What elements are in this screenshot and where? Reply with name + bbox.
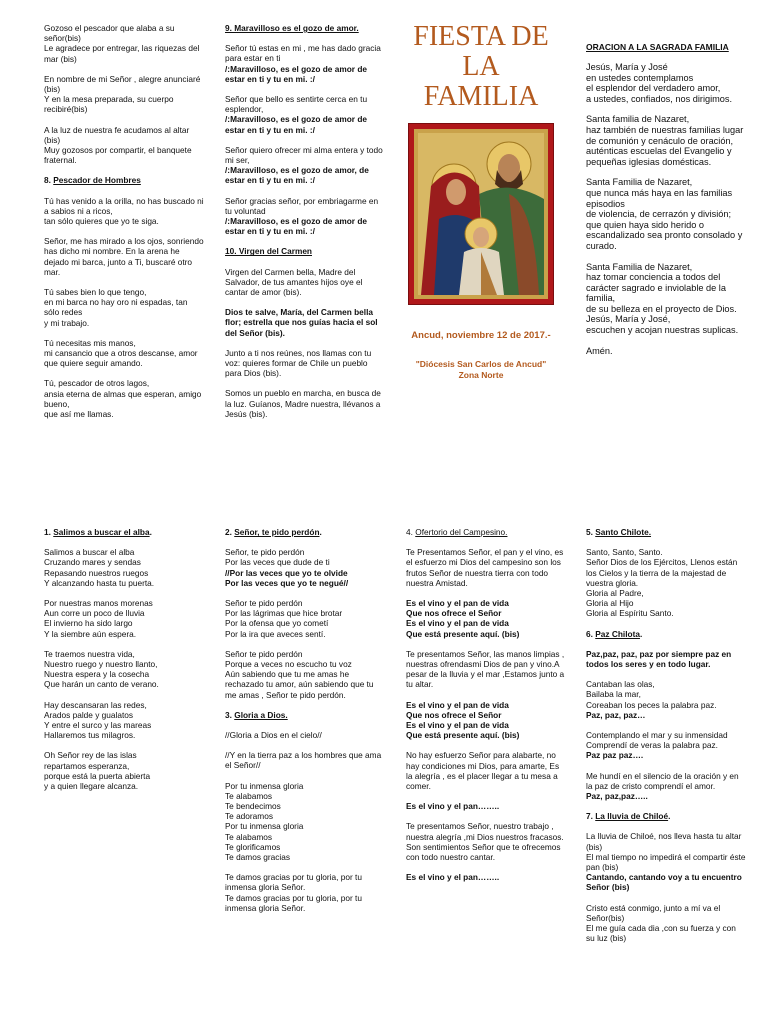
column-5 — [44, 527, 204, 801]
verse-line: Muy gozosos por compartir, el banquete fraternal. — [44, 145, 192, 166]
column-1 — [44, 23, 204, 429]
verse: Santo, Santo, Santo. Señor Dios de los Ejércitos, Llenos están los Cielos y la tierra de la majestad de vuestra gloria. Gloria al Padre, Gloria al Hijo Gloria al Espíritu Santo. — [586, 547, 738, 619]
diocese-label: "Diócesis San Carlos de Ancud" Zona Norte — [415, 359, 547, 380]
song-title-4: 4. Ofertorio del Campesino. — [406, 527, 508, 537]
song-title-10: 10. Virgen del Carmen — [225, 246, 312, 257]
column-7 — [406, 527, 566, 892]
verse: Te damos gracias por tu gloria, por tu inmensa gloria Señor. Te damos gracias por tu gloria, por tu inmensa gloria Señor. — [225, 872, 362, 913]
verse: Tú, pescador de otros lagos, ansia eterna de almas que esperan, amigo bueno, que así me llamas. — [44, 378, 202, 420]
song-title-8: 8. Pescador de Hombres — [44, 175, 141, 186]
verse: Junto a ti nos reúnes, nos llamas con tu voz: quieres formar de Chile un pueblo para Dios (bis). — [225, 347, 372, 379]
song-title-2: 2. Señor, te pido perdón. — [225, 527, 322, 537]
verse: Señor te pido perdón Por las lágrimas que hice brotar Por la ofensa que yo cometí Por la ira que aveces sentí. — [225, 598, 343, 639]
song-title-3: 3. Gloria a Dios. — [225, 709, 288, 720]
song-title-9: 9. Maravilloso es el gozo de amor. — [225, 23, 359, 33]
song-title-6: 6. Paz Chilota. — [586, 628, 643, 639]
verse: Te traemos nuestra vida, Nuestro ruego y nuestro llanto, Nuestra espera y la cosecha Que harán un canto de verano. — [44, 648, 159, 690]
verse: Tú has venido a la orilla, no has buscado ni a sabios ni a ricos, tan sólo quieres que yo te siga. — [44, 195, 204, 227]
song-title-5: 5. Santo Chilote. — [586, 527, 652, 537]
chorus: Es el vino y el pan de vida Que nos ofrece el Señor Es el vino y el pan de vida Que está presente aquí. (bis) — [406, 699, 520, 741]
prayer-stanza: Santa familia de Nazaret, haz también de nuestras familias lugar de comunión y cenáculo de oración, auténticas escuelas del Evangelio y pequeñas iglesias domésticas. — [586, 114, 744, 167]
chorus: Paz,paz, paz, paz por siempre paz en todos los seres y en todo lugar. — [586, 648, 732, 670]
verse-line: Y en la mesa preparada, su cuerpo recibiré(bis) — [44, 94, 174, 115]
verse: Salimos a buscar el alba Cruzando mares y sendas Repasando nuestros ruegos Y alcanzando hasta tu puerta. — [44, 547, 155, 588]
verse: Señor quiero ofrecer mi alma entera y todo mi ser, /:Maravilloso, es el gozo de amor, de estar en ti y tu en mi. :/ — [225, 144, 383, 186]
verse: Somos un pueblo en marcha, en busca de la luz. Guíanos, Madre nuestra, llévanos a Jesús (bis). — [225, 388, 381, 419]
verse: Contemplando el mar y su inmensidad Comprendí de veras la palabra paz. Paz paz paz…. — [586, 730, 728, 761]
verse: Tú sabes bien lo que tengo, en mi barca no hay oro ni espadas, tan sólo redes y mi trabajo. — [44, 287, 188, 328]
verse-line: Le agradece por entregar, las riquezas del mar (bis) — [44, 43, 200, 64]
verse: Señor que bello es sentirte cerca en tu esplendor, /:Maravilloso, es el gozo de amor de estar en ti y tu en mi. :/ — [225, 94, 368, 135]
verse: Me hundí en el silencio de la oración y en la paz de cristo comprendí el amor. Paz, paz,paz….. — [586, 770, 739, 802]
verse: La lluvia de Chiloé, nos lleva hasta tu altar (bis) El mal tiempo no impedirá el compartir éste pan (bis) Cantando, cantando voy a tu encuentro Señor (bis) — [586, 831, 746, 893]
verse-line: A la luz de nuestra fe acudamos al altar (bis) — [44, 124, 190, 145]
verse: Oh Señor rey de las islas repartamos esperanza, porque está la puerta abierta y a quien llegare alcanza. — [44, 750, 151, 792]
prayer-stanza: Santa Familia de Nazaret, que nunca más haya en las familias episodios de violencia, de cerrazón y división; que quien haya sido herido o escandalizado sea pronto consolado y curado. — [586, 177, 743, 251]
verse: Te presentamos Señor, nuestro trabajo , nuestra alegría ,mi Dios nuestros fracasos. Son sentimientos Señor que te ofrecemos con todo nuestro cantar. — [406, 821, 564, 863]
column-8 — [586, 527, 746, 954]
refrain: Es el vino y el pan…….. — [406, 872, 500, 883]
verse: Señor tú estas en mi , me has dado gracia para estar en ti /:Maravilloso, es el gozo de amor de estar en ti y tu en mi. :/ — [225, 43, 381, 84]
song-title-1: 1. Salimos a buscar el alba. — [44, 527, 152, 537]
verse: Señor gracias señor, por embriagarme en tu voluntad /:Maravilloso, es el gozo de amor de estar en ti y tu en mi. :/ — [225, 195, 379, 237]
verse-line: En nombre de mi Señor , alegre anunciaré (bis) — [44, 73, 201, 95]
verse-line: Gozoso el pescador que alaba a su señor(bis) — [44, 23, 175, 44]
verse: Cantaban las olas, Bailaba la mar, Coreaban los peces la palabra paz. Paz, paz, paz… — [586, 679, 717, 720]
verse: Señor, te pido perdón Por las veces que dude de ti //Por las veces que yo te olvide Por las veces que yo te negué// — [225, 547, 349, 588]
cover-title: FIESTA DE LA FAMILIA — [413, 21, 549, 112]
prayer-stanza: Jesús, María y José en ustedes contemplamos el esplendor del verdadero amor, a ustedes, confiados, nos dirigimos. — [586, 62, 733, 104]
column-6 — [225, 527, 385, 923]
verse: Señor te pido perdón Porque a veces no escucho tu voz Aún sabiendo que tu me amas he rechazado tu amor, aún sabiendo que tu me amas , Señor te pido perdón. — [225, 648, 374, 700]
cover-column — [398, 22, 564, 380]
song-block — [44, 74, 204, 115]
prayer-stanza: Amén. — [586, 345, 613, 356]
verse: //Gloria a Dios en el cielo// — [225, 730, 322, 741]
verse: Señor, me has mirado a los ojos, sonriendo has dicho mi nombre. En la arena he dejado mi barca, junto a Ti, buscaré otro mar. — [44, 236, 204, 277]
refrain: Es el vino y el pan…….. — [406, 801, 500, 812]
holy-family-icon-art — [409, 124, 553, 304]
song-block — [44, 125, 204, 166]
song-block — [44, 23, 204, 64]
verse: No hay esfuerzo Señor para alabarte, no hay condiciones mi Dios, para amarte, Es la alegría , es el placer llegar a tu mesa a comer. — [406, 750, 560, 792]
verse: Por tu inmensa gloria Te alabamos Te bendecimos Te adoramos Por tu inmensa gloria Te alabamos Te glorificamos Te damos gracias — [225, 780, 304, 863]
verse: Virgen del Carmen bella, Madre del Salvador, de tus amantes hijos oye el cantar de amor (bis). — [225, 266, 363, 298]
chorus: Es el vino y el pan de vida Que nos ofrece el Señor Es el vino y el pan de vida Que está presente aquí. (bis) — [406, 598, 520, 639]
prayer-column — [586, 42, 746, 366]
verse: Tú necesitas mis manos, mi cansancio que a otros descanse, amor que quiere seguir amando. — [44, 337, 198, 369]
verse: Te Presentamos Señor, el pan y el vino, es el esfuerzo mi Dios del campesino son los frutos Señor de nuestra tierra con todo nuestra Amistad. — [406, 547, 564, 588]
song-title-7: 7. La lluvia de Chiloé. — [586, 811, 671, 822]
verse: //Y en la tierra paz a los hombres que ama el Señor// — [225, 750, 382, 771]
prayer-stanza: Santa Familia de Nazaret, haz tomar conciencia a todos del carácter sagrado e inviolable de la familia, de su belleza en el proyecto de Dios. Jesús, María y José, escuchen y acojan nuestras suplicas. — [586, 261, 739, 336]
cover-date: Ancud, noviembre 12 de 2017.- — [411, 330, 551, 341]
verse: Hay descansaran las redes, Arados palde y gualatos Y entre el surco y las mareas Hallaremos tus milagros. — [44, 699, 152, 741]
holy-family-icon — [409, 124, 553, 304]
verse: Te presentamos Señor, las manos limpias , nuestras ofrendasmi Dios de pan y vino.A pesar de la lluvia y el mar ,Estamos junto a tu altar. — [406, 648, 565, 690]
verse: Por nuestras manos morenas Aun corre un poco de lluvia El invierno ha sido largo Y la siembre aún espera. — [44, 598, 153, 639]
prayer-title: ORACION A LA SAGRADA FAMILIA — [586, 42, 729, 52]
chorus: Dios te salve, María, del Carmen bella flor; estrella que nos guías hacia el sol del Señor (bis). — [225, 307, 378, 338]
column-2 — [225, 23, 385, 429]
verse: Cristo está conmigo, junto a mí va el Señor(bis) El me guía cada dia ,con su fuerza y con su luz (bis) — [586, 902, 736, 944]
